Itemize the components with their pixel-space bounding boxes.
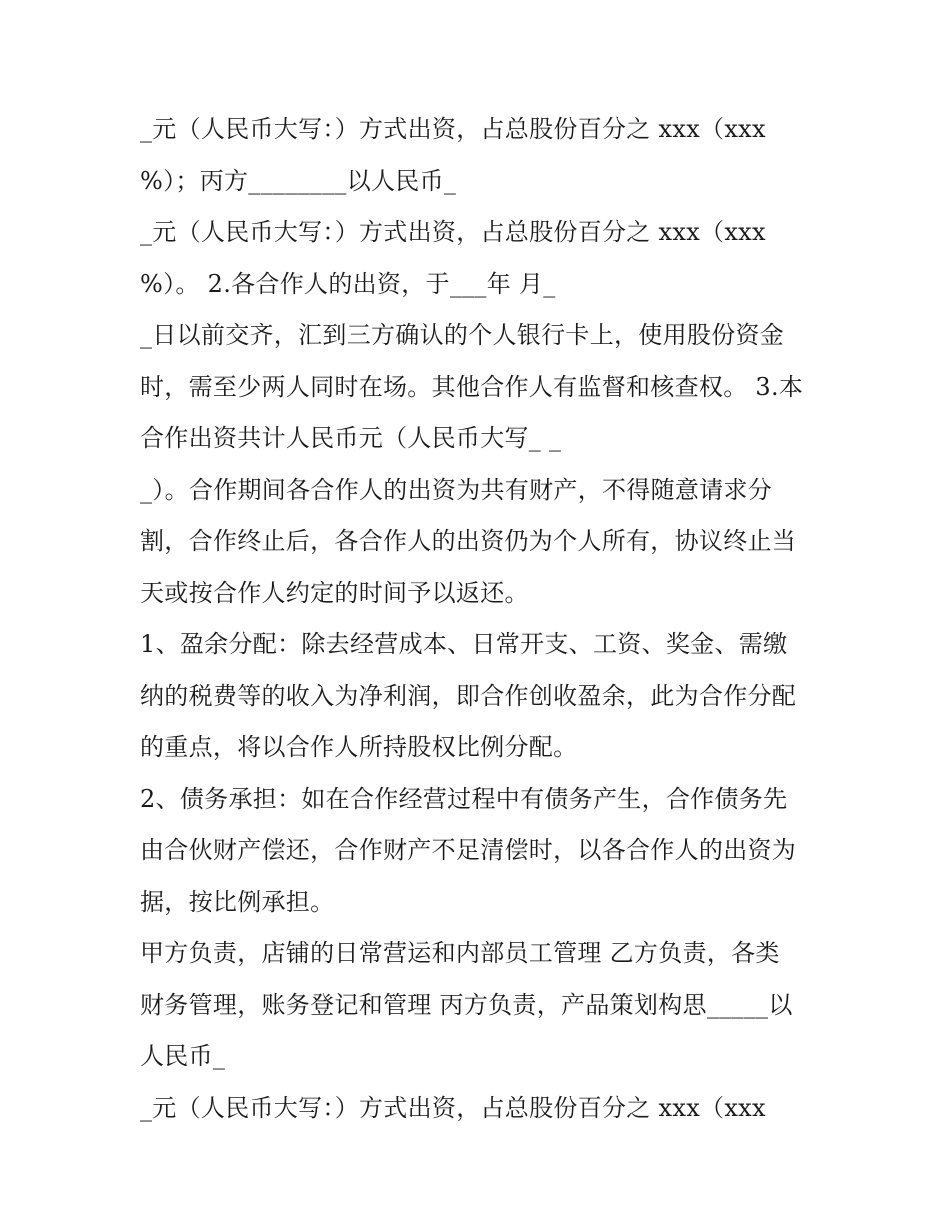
text-line: 甲方负责，店铺的日常营运和内部员工管理 乙方负责，各类 [140,939,780,967]
text-line: 2、债务承担：如在合作经营过程中有债务产生，合作债务先 [140,784,788,813]
text-line: 的重点，将以合作人所持股权比例分配。 [140,733,578,761]
text-line: _元（人民币大写：）方式出资，占总股份百分之 xxx（xxx [140,218,766,246]
text-line: 纳的税费等的收入为净利润，即合作创收盈余，此为合作分配 [140,681,797,710]
text-line: %）。 2.各合作人的出资，于___年 月_ [140,269,556,298]
text-line: 割，合作终止后，各合作人的出资仍为个人所有，协议终止当 [140,527,797,555]
text-line: %）；丙方________以人民币_ [140,166,457,195]
text-line: _）。合作期间各合作人的出资为共有财产，不得随意请求分 [140,475,773,504]
text-line: 天或按合作人约定的时间予以返还。 [140,578,529,607]
text-line: 合作出资共计人民币元（人民币大写_ _ [140,424,562,452]
text-line: _元（人民币大写：）方式出资，占总股份百分之 xxx（xxx [140,115,766,143]
text-line: 据，按比例承担。 [140,887,335,916]
text-line: _日以前交齐，汇到三方确认的个人银行卡上，使用股份资金 [140,321,785,349]
text-line: 财务管理，账务登记和管理 丙方负责，产品策划构思_____以 [140,990,793,1019]
text-line: 1、盈余分配：除去经营成本、日常开支、工资、奖金、需缴 [140,630,788,658]
document-body [140,104,820,1134]
text-line: 时，需至少两人同时在场。其他合作人有监督和核查权。 3.本 [140,372,804,401]
text-line: 由合伙财产偿还，合作财产不足清偿时，以各合作人的出资为 [140,836,797,864]
text-line: _元（人民币大写：）方式出资，占总股份百分之 xxx（xxx [140,1093,766,1122]
text-line: 人民币_ [140,1042,226,1070]
